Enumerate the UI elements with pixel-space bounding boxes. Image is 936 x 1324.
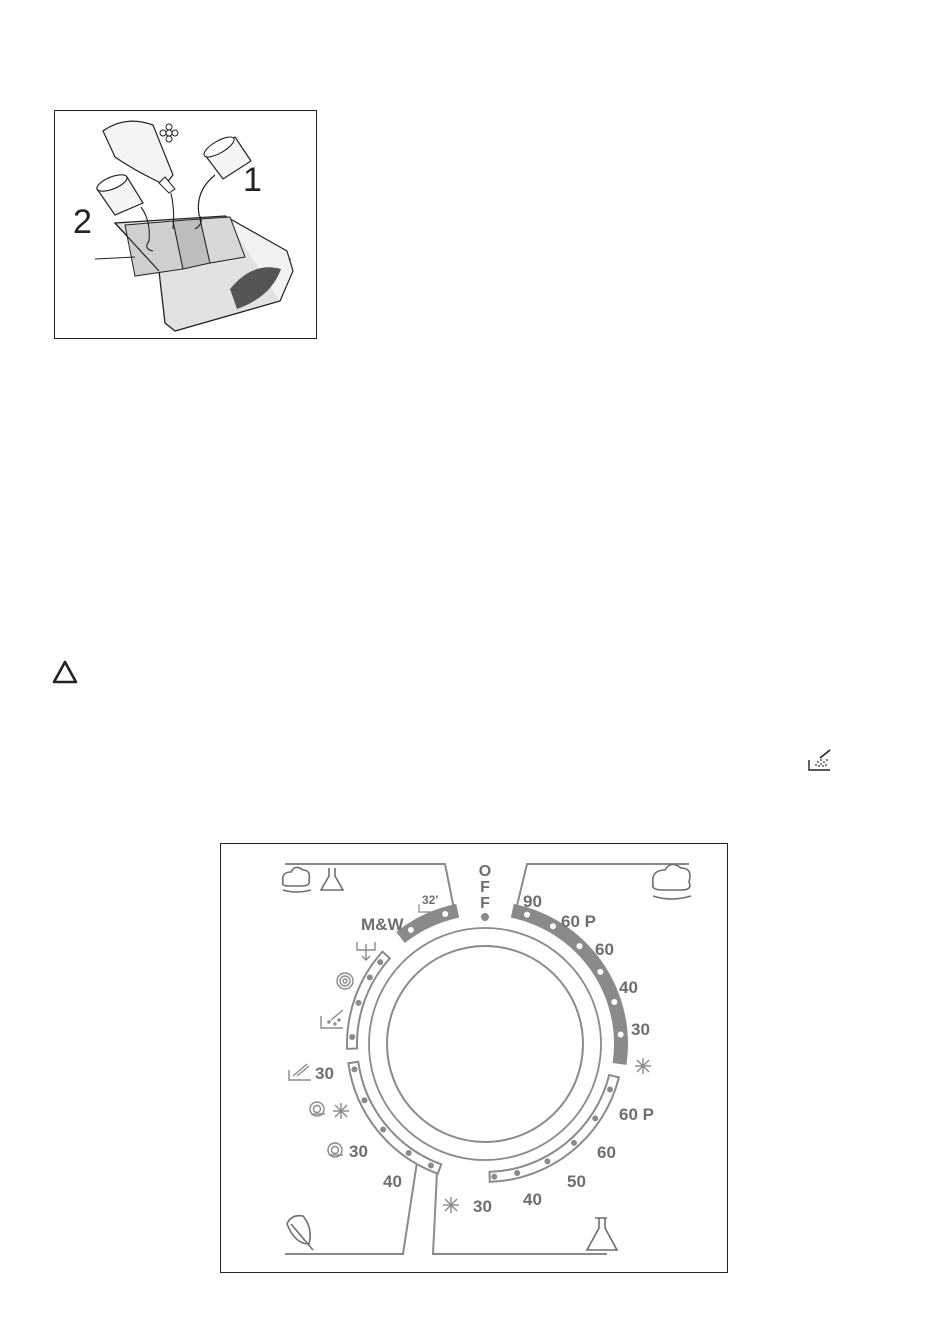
- cottons-temp-30: 30: [631, 1020, 650, 1039]
- cottons-temp-60: 60: [595, 940, 614, 959]
- off-letter-o: O: [478, 863, 492, 880]
- delicates-dot-0: [351, 1066, 357, 1072]
- cottons-dot-0: [524, 912, 530, 918]
- delicates-dot-4: [428, 1163, 434, 1169]
- rinse-dot-2: [367, 975, 373, 981]
- cottons-dot-2: [576, 943, 582, 949]
- off-dot: [481, 913, 489, 921]
- dial-knob-inner: [387, 946, 583, 1142]
- lower-temp-60p: 60 P: [619, 1105, 654, 1124]
- cottons-temp-90: 90: [523, 892, 542, 911]
- drain-icon: [357, 942, 375, 960]
- lower-temp-30: 30: [473, 1197, 492, 1216]
- mw-dot-0: [408, 927, 414, 933]
- mw-dot-1: [442, 911, 448, 917]
- spin-icon: [337, 973, 353, 989]
- delicates-dot-3: [406, 1150, 412, 1156]
- wool-icon: [328, 1143, 343, 1157]
- lower-dot-2: [571, 1140, 577, 1146]
- compartment-label-2: 2: [73, 203, 92, 241]
- mw-label: M&W: [361, 915, 404, 934]
- cottons-temp-40: 40: [619, 978, 638, 997]
- lower-dot-5: [491, 1174, 497, 1180]
- rinse-dot-1: [356, 1000, 362, 1006]
- cottons-dot-5: [618, 1032, 624, 1038]
- wool-icon: [310, 1102, 325, 1116]
- dispenser-drawer-figure: [54, 110, 317, 339]
- delicates-dot-2: [380, 1126, 386, 1132]
- snowflake-icon: [635, 1058, 651, 1074]
- delicate-temp-40: 40: [383, 1172, 402, 1191]
- rinse-dot-0: [349, 1034, 355, 1040]
- lower-dot-4: [514, 1170, 520, 1176]
- delicates-dot-1: [361, 1097, 367, 1103]
- cottons-dot-3: [597, 969, 603, 975]
- feather-delicate-icon: [287, 1216, 313, 1250]
- lower-dot-3: [544, 1158, 550, 1164]
- cottons-dot-1: [550, 923, 556, 929]
- snowflake-icon: [443, 1197, 459, 1213]
- off-letter-f1: F: [480, 879, 490, 896]
- compartment-label-1: 1: [243, 161, 262, 199]
- cotton-icon: [653, 864, 691, 899]
- lower-temp-40: 40: [523, 1190, 542, 1209]
- cotton-synthetic-icon: [283, 867, 343, 892]
- quick-wash-minutes: 32': [422, 893, 439, 907]
- warning-triangle-icon: [52, 660, 78, 684]
- shower-rinse-icon: [806, 746, 836, 774]
- cottons-dot-4: [611, 999, 617, 1005]
- lower-temp-60: 60: [597, 1143, 616, 1162]
- hand-wash-icon: [289, 1064, 311, 1080]
- cottons-temp-60p: 60 P: [561, 912, 596, 931]
- rinse-icon: [321, 1010, 343, 1028]
- delicate-temp-30: 30: [315, 1064, 334, 1083]
- flask-synthetic-icon: [587, 1218, 617, 1250]
- lower-temp-50: 50: [567, 1172, 586, 1191]
- flower-softener-icon: [160, 124, 178, 142]
- lower-dot-1: [592, 1115, 598, 1121]
- rinse-dot-3: [377, 959, 383, 965]
- lower-dot-0: [607, 1086, 613, 1092]
- program-dial-figure: [220, 843, 728, 1273]
- wool-temp-30: 30: [349, 1142, 368, 1161]
- snowflake-icon: [333, 1103, 349, 1119]
- off-letter-f2: F: [480, 895, 490, 912]
